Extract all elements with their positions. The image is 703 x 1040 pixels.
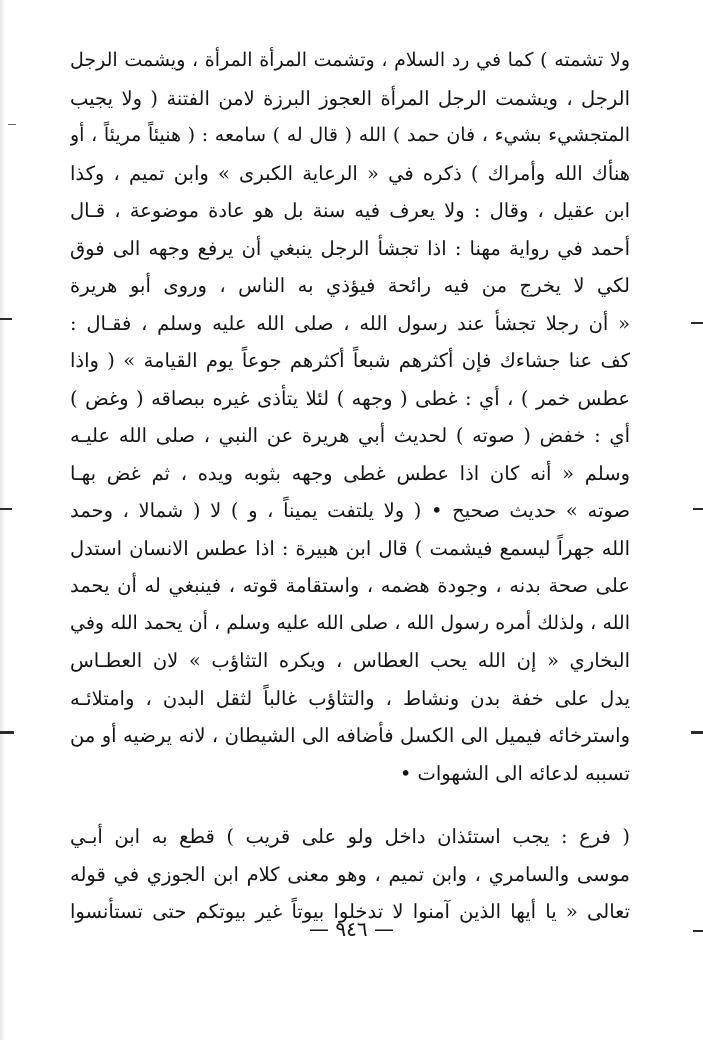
page-number: — ٩٤٦ — (309, 917, 394, 941)
text-line: كف عنا جشاءك فإن أكثرهم شبعاً أكثرهم جوعاً يوم القيامة » ( واذا (70, 349, 630, 372)
text-line: موسى والسامري ، وابن تميم ، وهو معنى كلام ابن الجوزي في قوله (70, 862, 630, 886)
text-line: الله ، ولذلك أمره رسول الله ، صلى الله عليه وسلم ، أن يحمد الله وفي (70, 611, 630, 634)
text-line: البخاري « إن الله يحب العطاس ، ويكره التثاؤب » لان العطـاس (70, 649, 630, 672)
text-line: عطس خمر ) ، أي : غطى ( وجهه ) لئلا يتأذى غيره ببصاقه ( وغض ) (70, 386, 630, 410)
text-line: تعالى « يا أيها الذين آمنوا لا تدخلوا بيوتاً غير بيوتكم حتى تستأنسوا (70, 900, 630, 923)
margin-mark (0, 318, 12, 320)
text-line: أي : خفض ( صوته ) لحديث أبي هريرة عن النبي ، صلى الله عليـه (70, 424, 630, 447)
text-line: صوته » حديث صحيح • ( ولا يلتفت يميناً ، و ) لا ( شمالا ، وحمد (70, 499, 630, 522)
text-line: لكي لا يخرج من فيه رائحة فيؤذي به الناس ، وروى أبو هريرة (70, 274, 630, 297)
text-line: وسلم « أنه كان اذا عطس غطى وجهه بثوبه ويده ، ثم غض بهـا (70, 461, 630, 485)
margin-mark (8, 124, 16, 125)
text-line: هنأك الله وأمراك ) ذكره في « الرعاية الكبرى » وابن تميم ، وكذا (70, 161, 630, 185)
text-line: يدل على خفة بدن ونشاط ، والتثاؤب غالباً لثقل البدن ، وامتلائـه (70, 686, 630, 710)
text-line: على صحة بدنه ، وجودة هضمه ، واستقامة قوته ، فينبغي له أن يحمد (70, 574, 630, 597)
text-line: ولا تشمته ) كما في رد السلام ، وتشمت المرأة المرأة ، ويشمت الرجل (70, 49, 630, 71)
margin-mark (693, 508, 703, 510)
text-line: المتجشيء بشيء ، فان حمد ) الله ( قال له ) سامعه : ( هنيئاً مريئاً ، أو (70, 124, 630, 146)
text-line: ( فرع : يجب استئذان داخل ولو على قريب ) قطع به ابن أبـي (70, 825, 630, 848)
body-paragraph-1 (70, 42, 630, 792)
text-line: واسترخائه فيميل الى الكسل فأضافه الى الشيطان ، لانه يرضيه أو من (70, 724, 630, 747)
text-line: ابن عقيل ، وقال : ولا يعرف فيه سنة بل هو عادة موضوعة ، قـال (70, 199, 630, 222)
text-line: تسببه لدعائه الى الشهوات • (399, 761, 630, 785)
margin-mark (691, 731, 703, 734)
text-line: أحمد في رواية مهنا : اذا تجشأ الرجل ينبغي أن يرفع وجهه الى فوق (70, 236, 630, 260)
page-left-edge-shadow (0, 0, 6, 1040)
margin-mark (0, 731, 14, 734)
text-line: « أن رجلا تجشأ عند رسول الله ، صلى الله عليه وسلم ، فقـال : (70, 311, 630, 335)
text-line: الرجل ، ويشمت الرجل المرأة العجوز البرزة لامن الفتنة ( ولا يجيب (70, 86, 630, 110)
margin-mark (0, 508, 12, 510)
margin-mark (691, 322, 703, 324)
text-line: الله جهراً ليسمع فيشمت ) قال ابن هبيرة : اذا عطس الانسان استدل (70, 536, 630, 560)
